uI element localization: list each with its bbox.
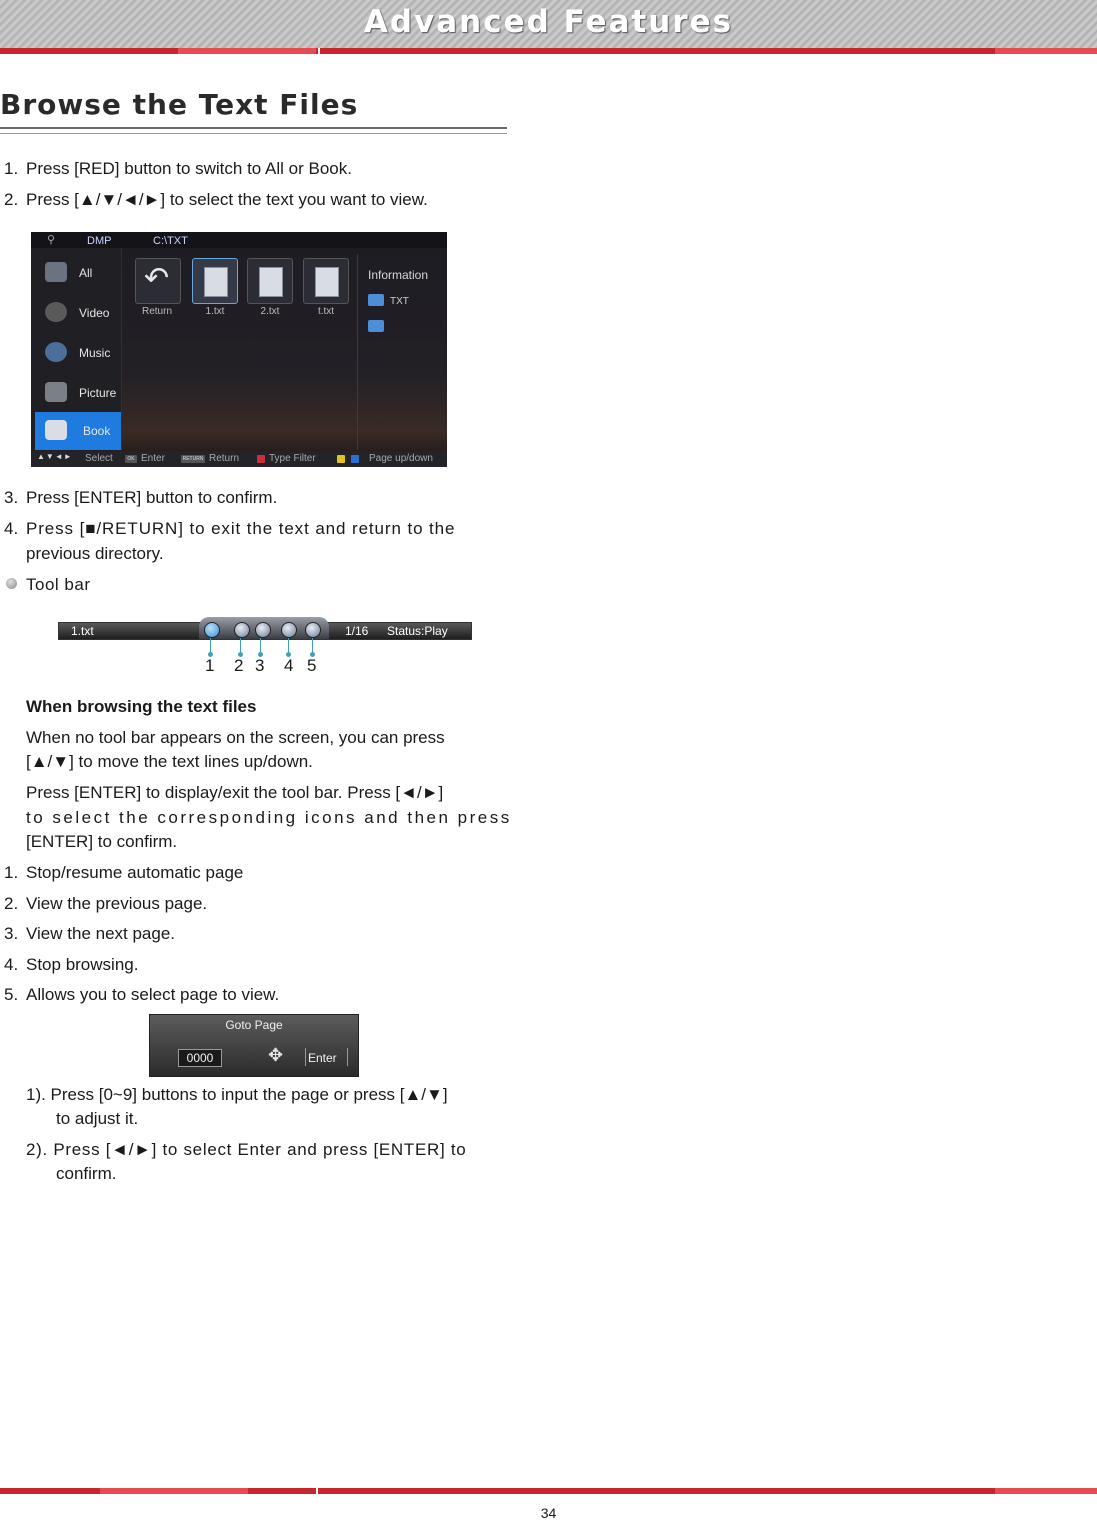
toolbar-status: Status:Play [387,624,448,638]
text-file-icon [204,267,228,297]
toolbar-label: Tool bar [26,575,91,594]
browsing-paragraph: [ENTER] to confirm. [26,832,178,851]
step-number: 4. [4,519,19,538]
step-text: Press [ENTER] button to confirm. [26,488,278,507]
file-label: t.txt [317,306,335,317]
enter-button[interactable]: Enter [308,1051,337,1065]
goto-step-text-continued: confirm. [56,1164,117,1183]
information-title: Information [368,268,429,282]
text-file-icon [315,267,339,297]
return-key-icon: RETURN [182,456,204,462]
bullet-icon [6,578,17,589]
folder-icon [368,294,384,306]
sidebar-item-label: Picture [79,386,117,400]
goto-page-title: Goto Page [225,1018,283,1032]
hint-return: Return [209,453,240,464]
function-number: 1. [4,863,19,882]
sidebar-item-picture[interactable] [35,374,121,412]
film-icon [45,302,67,322]
step-text: Press [RED] button to switch to All or Book. [26,159,352,178]
folder-icon [368,320,384,332]
header-bar [0,0,1097,49]
toolbar-file-name: 1.txt [71,624,94,638]
function-text: View the next page. [26,924,176,943]
information-type: TXT [390,296,409,307]
file-1-txt[interactable] [192,258,238,304]
next-page-icon[interactable] [255,622,271,638]
sidebar-item-music[interactable] [35,334,121,372]
step-number: 2. [4,190,19,209]
function-text: View the previous page. [26,894,208,913]
book-icon [45,420,67,440]
dmp-bottom-bar [31,451,447,467]
callout-number: 5 [307,656,317,675]
step-number: 1. [4,159,19,178]
toolbar-page-count: 1/16 [345,624,369,638]
hint-select: Select [85,453,113,464]
arrow-keys-icon: ▲▼◄► [37,452,73,461]
previous-page-icon[interactable] [234,622,250,638]
hint-enter: Enter [141,453,165,464]
sidebar-item-video[interactable] [35,294,121,332]
dmp-screenshot [31,232,447,467]
all-icon [45,262,67,282]
browsing-paragraph: Press [ENTER] to display/exit the tool bar. Press [◄/►] [26,783,444,802]
divider [347,1048,348,1066]
function-number: 3. [4,924,19,943]
headphones-icon [45,342,67,362]
information-panel [357,254,446,450]
callout-number: 3 [255,656,265,675]
file-2-txt[interactable] [247,258,293,304]
footer-red-rule [0,1488,1097,1494]
sidebar-item-label: Music [79,346,111,360]
function-text: Allows you to select page to view. [26,985,280,1004]
goto-page-icon[interactable] [305,622,321,638]
sidebar-item-label: All [79,266,93,280]
step-text: Press [▲/▼/◄/►] to select the text you want to view. [26,190,428,209]
dmp-path: C:\TXT [153,235,188,247]
function-text: Stop browsing. [26,955,139,974]
callout-number: 1 [205,656,215,675]
browsing-paragraph: When no tool bar appears on the screen, you can press [26,728,445,747]
browsing-paragraph: [▲/▼] to move the text lines up/down. [26,752,313,771]
header-red-rule [0,48,1097,54]
dmp-top-bar [31,232,447,248]
goto-step-text: 1). Press [0~9] buttons to input the page or press [▲/▼] [26,1085,448,1104]
file-label: 1.txt [205,306,225,317]
picture-icon [45,382,67,402]
file-label: 2.txt [260,306,280,317]
hint-page-updown: Page up/down [369,453,433,464]
callout-number: 2 [234,656,244,675]
sidebar-item-book[interactable] [35,412,121,450]
blue-key-icon [351,455,359,463]
page-header-title: Advanced Features [363,4,734,40]
browsing-heading: When browsing the text files [26,697,257,716]
function-number: 2. [4,894,19,913]
hint-type-filter: Type Filter [269,453,316,464]
file-label: Return [141,306,172,317]
yellow-key-icon [337,455,345,463]
pause-icon[interactable] [204,622,220,638]
callout-number: 4 [284,656,294,675]
step-number: 3. [4,488,19,507]
stop-icon[interactable] [281,622,297,638]
file-return[interactable] [135,258,181,304]
function-number: 5. [4,985,19,1004]
section-rule [0,127,507,134]
text-file-icon [259,267,283,297]
file-t-txt[interactable] [303,258,349,304]
page-number: 34 [540,1505,557,1521]
section-title: Browse the Text Files [0,88,359,121]
dmp-sidebar [31,248,122,451]
direction-pad-icon: ✥ [268,1045,284,1065]
ok-key-icon: OK [125,455,137,463]
function-number: 4. [4,955,19,974]
goto-step-text-continued: to adjust it. [56,1109,139,1128]
page-number-input[interactable]: 0000 [178,1049,222,1067]
sidebar-item-all[interactable] [35,254,121,292]
goto-page-dialog [149,1014,359,1077]
red-key-icon [257,455,265,463]
dmp-label: DMP [87,235,112,247]
function-text: Stop/resume automatic page [26,863,244,882]
step-text: Press [■/RETURN] to exit the text and return to the [26,519,456,538]
goto-step-text: 2). Press [◄/►] to select Enter and press [ENTER] to [26,1140,467,1159]
step-text-continued: previous directory. [26,544,164,563]
return-icon: ↶ [144,262,170,295]
usb-icon: ⚲ [47,234,56,246]
browsing-paragraph: to select the corresponding icons and then press [26,808,512,827]
divider [305,1048,306,1066]
toolbar-graphic [58,622,472,640]
sidebar-item-label: Book [83,424,111,438]
sidebar-item-label: Video [79,306,110,320]
